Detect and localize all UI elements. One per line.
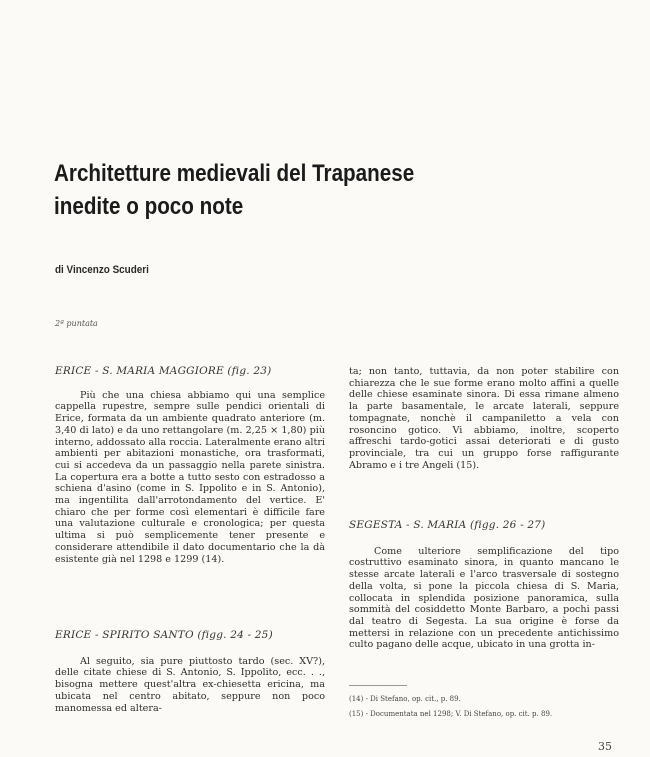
article-title bbox=[54, 157, 501, 223]
left-column-lower bbox=[55, 630, 325, 714]
page-number: 35 bbox=[598, 740, 612, 753]
footnote-divider bbox=[349, 685, 407, 686]
left-column bbox=[55, 366, 325, 565]
installment-label: 2ª puntata bbox=[55, 319, 98, 328]
footnote-14: (14) - Di Stefano, op. cit., p. 89. bbox=[349, 695, 461, 703]
section-text-santa-maria-maggiore: Più che una chiesa abbiamo qui una semplice cappella rupestre, sempre sulle pendici orientali di Erice, formata da un ambiente quadrato anteriore (m. 3,40 di lato) e da uno rettangolare (m. 2,25 × 1,80) più interno, addossato alla roccia. Lateralmente erano altri ambienti per abitazioni monastiche, ora trasformati, cui si accedeva da un passaggio nella parete sinistra. La copertura era a botte a tutto sesto con estradosso a schiena d'asino (come in S. Ippolito e in S. Antonio), ma ingentilita dall'arrotondamento del vertice. E' chiaro che per forme così elementari è difficile fare una valutazione culturale e cronologica; per questa ultima si può semplicemente tener presente e considerare attendibile il dato documentario che la dà esistente già nel 1298 e 1299 (14). bbox=[55, 389, 325, 565]
section-heading-spirito-santo: ERICE - SPIRITO SANTO (figg. 24 - 25) bbox=[55, 629, 273, 641]
section-heading-santa-maria-maggiore: ERICE - S. MARIA MAGGIORE (fig. 23) bbox=[55, 365, 272, 377]
section-text-segesta: Come ulteriore semplificazione del tipo costruttivo esaminato sinora, in quanto mancano le stesse arcate laterali e l'arco trasversale di sostegno della volta, si pone la piccola chiesa di S. Maria, collocata in splendida posizione panoramica, sulla sommità del cosiddetto Monte Barbaro, a pochi passi dal teatro di Segesta. La sua origine è forse da mettersi in relazione con un precedente antichissimo culto pagano delle acque, ubicato in una grotta in- bbox=[349, 545, 619, 651]
right-column bbox=[349, 366, 619, 471]
section-text-spirito-santo-continued: ta; non tanto, tuttavia, da non poter stabilire con chiarezza che le sue forme erano molto affini a quelle delle chiese esaminate sinora. Di essa rimane almeno la parte basamentale, le arcate laterali, seppure tompagnate, nonchè il campaniletto a vela con rosoncino gotico. Vi abbiamo, inoltre, scoperto affreschi tardo-gotici assai deteriorati e di gusto provinciale, tra cui un gruppo forse raffigurante Abramo e i tre Angeli (15). bbox=[349, 366, 619, 471]
article-title-line-2: inedite o poco note bbox=[54, 193, 244, 220]
author-byline: di Vincenzo Scuderi bbox=[55, 264, 149, 276]
footnote-15: (15) - Documentata nel 1298; V. Di Stefano, op. cit. p. 89. bbox=[349, 710, 553, 718]
article-title-line-1: Architetture medievali del Trapanese bbox=[54, 160, 415, 187]
right-column-lower bbox=[349, 520, 619, 651]
section-text-spirito-santo: Al seguito, sia pure piuttosto tardo (sec. XV?), delle citate chiese di S. Antonio, S. Ippolito, ecc. . ., bisogna mettere quest'altra ex-chiesetta ericina, ma ubicata nel centro abitato, seppure non poco manomessa ed altera- bbox=[55, 655, 325, 714]
section-heading-segesta: SEGESTA - S. MARIA (figg. 26 - 27) bbox=[349, 519, 546, 531]
